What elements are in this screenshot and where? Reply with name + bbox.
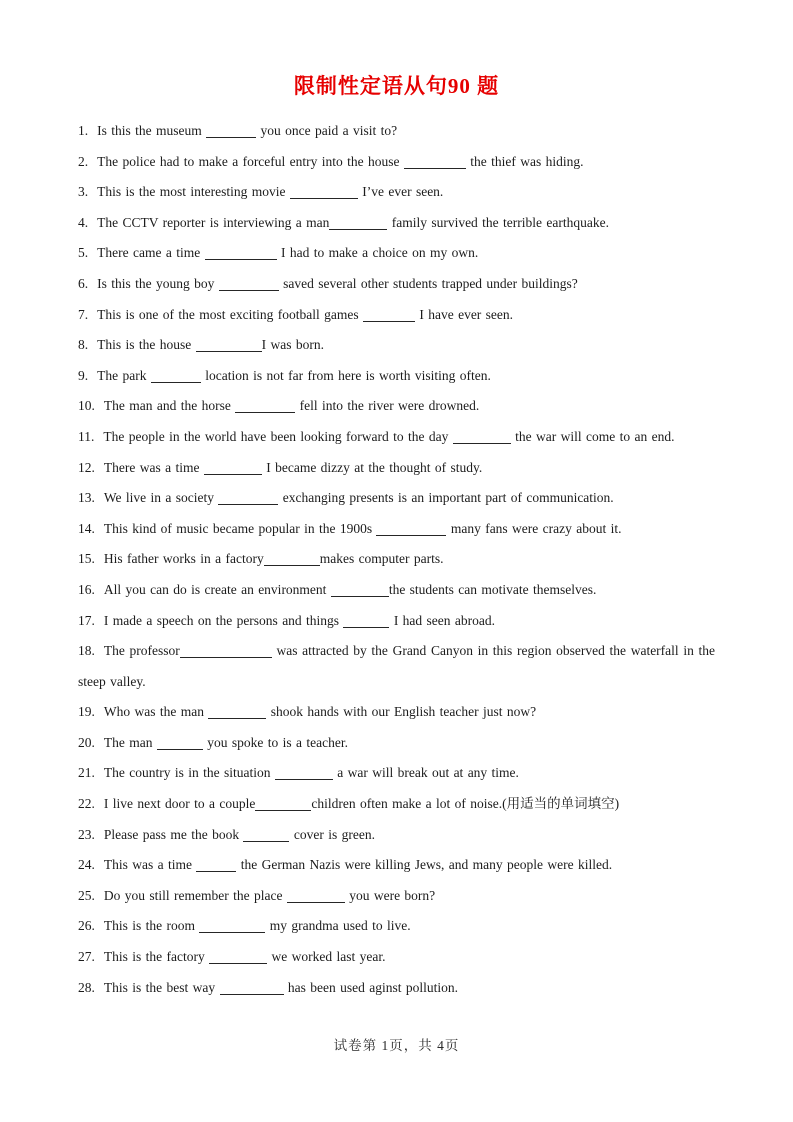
question-item: 28. This is the best way has been used aginst pollution. bbox=[78, 979, 458, 995]
question-item: 22. I live next door to a couple children often make a lot of noise.(用适当的单词填空) bbox=[78, 796, 620, 812]
answer-blank bbox=[404, 168, 466, 169]
question-item: 4. The CCTV reporter is interviewing a man family survived the terrible earthquake. bbox=[78, 214, 609, 230]
question-number: 12. bbox=[78, 459, 95, 475]
question-item: 24. This was a time the German Nazis were killing Jews, and many people were killed. bbox=[78, 857, 613, 873]
answer-blank bbox=[287, 902, 345, 903]
question-item: 7. This is one of the most exciting football games I have ever seen. bbox=[78, 306, 514, 322]
answer-blank bbox=[264, 565, 320, 566]
question-number: 24. bbox=[78, 857, 95, 873]
question-item: 1. Is this the museum you once paid a visit to? bbox=[78, 123, 398, 138]
question-number: 18. bbox=[78, 643, 95, 659]
answer-blank bbox=[220, 994, 284, 995]
question-item: 25. Do you still remember the place you were born? bbox=[78, 887, 436, 903]
question-number: 15. bbox=[78, 551, 95, 567]
question-number: 26. bbox=[78, 918, 95, 934]
question-number: 19. bbox=[78, 704, 95, 720]
question-item: 12. There was a time I became dizzy at the thought of study. bbox=[78, 459, 483, 475]
answer-blank bbox=[196, 871, 236, 872]
question-number: 7. bbox=[78, 306, 89, 322]
question-number: 5. bbox=[78, 245, 89, 261]
question-number: 16. bbox=[78, 581, 95, 597]
answer-blank bbox=[363, 321, 415, 322]
question-number: 28. bbox=[78, 979, 95, 995]
page-footer: 试卷第 1页，共 4页 bbox=[333, 1038, 460, 1053]
question-item: 11. The people in the world have been looking forward to the day the war will come to an end. bbox=[78, 428, 675, 444]
question-number: 1. bbox=[78, 123, 89, 138]
question-item: 20. The man you spoke to is a teacher. bbox=[78, 734, 348, 750]
answer-blank bbox=[218, 504, 278, 505]
answer-blank bbox=[219, 290, 279, 291]
question-item: 8. This is the house I was born. bbox=[78, 337, 324, 353]
answer-blank bbox=[204, 474, 262, 475]
question-number: 21. bbox=[78, 765, 95, 781]
question-number: 27. bbox=[78, 949, 95, 965]
answer-blank bbox=[453, 443, 511, 444]
question-number: 14. bbox=[78, 520, 95, 536]
answer-blank bbox=[157, 749, 203, 750]
answer-blank bbox=[180, 657, 272, 658]
question-list bbox=[78, 116, 715, 1003]
question-item: 18. The professor was attracted by the Grand Canyon in this region observed the waterfall in the steep valley. bbox=[78, 643, 715, 689]
question-number: 23. bbox=[78, 826, 95, 842]
answer-blank bbox=[151, 382, 201, 383]
question-item: 15. His father works in a factory makes computer parts. bbox=[78, 551, 444, 567]
answer-blank bbox=[208, 718, 266, 719]
answer-blank bbox=[275, 779, 333, 780]
answer-blank bbox=[329, 229, 387, 230]
question-number: 17. bbox=[78, 612, 95, 628]
answer-blank bbox=[331, 596, 389, 597]
answer-blank bbox=[206, 137, 256, 138]
question-item: 3. This is the most interesting movie I’ve ever seen. bbox=[78, 184, 444, 200]
answer-blank bbox=[199, 932, 265, 933]
question-number: 10. bbox=[78, 398, 95, 414]
question-item: 16. All you can do is create an environment the students can motivate themselves. bbox=[78, 581, 597, 597]
answer-blank bbox=[205, 259, 277, 260]
question-item: 21. The country is in the situation a war will break out at any time. bbox=[78, 765, 519, 781]
question-item: 26. This is the room my grandma used to live. bbox=[78, 918, 411, 934]
answer-blank bbox=[196, 351, 262, 352]
question-number: 9. bbox=[78, 367, 89, 383]
answer-blank bbox=[376, 535, 446, 536]
question-number: 20. bbox=[78, 734, 95, 750]
question-item: 10. The man and the horse fell into the river were drowned. bbox=[78, 398, 480, 414]
answer-blank bbox=[255, 810, 311, 811]
question-item: 13. We live in a society exchanging presents is an important part of communication. bbox=[78, 490, 614, 506]
answer-blank bbox=[235, 412, 295, 413]
answer-blank bbox=[343, 627, 389, 628]
question-number: 6. bbox=[78, 275, 89, 291]
question-number: 2. bbox=[78, 153, 89, 169]
answer-blank bbox=[243, 841, 289, 842]
page-title: 限制性定语从句90 题 bbox=[293, 74, 500, 98]
question-number: 11. bbox=[78, 428, 95, 444]
answer-blank bbox=[290, 198, 358, 199]
question-number: 4. bbox=[78, 214, 89, 230]
question-item: 5. There came a time I had to make a choice on my own. bbox=[78, 245, 479, 261]
question-number: 13. bbox=[78, 490, 95, 506]
question-number: 22. bbox=[78, 796, 95, 812]
question-item: 6. Is this the young boy saved several other students trapped under buildings? bbox=[78, 275, 578, 291]
question-number: 3. bbox=[78, 184, 89, 200]
question-item: 9. The park location is not far from here is worth visiting often. bbox=[78, 367, 491, 383]
question-item: 19. Who was the man shook hands with our English teacher just now? bbox=[78, 704, 537, 720]
question-item: 14. This kind of music became popular in the 1900s many fans were crazy about it. bbox=[78, 520, 622, 536]
question-item: 23. Please pass me the book cover is green. bbox=[78, 826, 375, 842]
question-item: 27. This is the factory we worked last year. bbox=[78, 949, 386, 965]
question-number: 25. bbox=[78, 887, 95, 903]
question-number: 8. bbox=[78, 337, 89, 353]
question-item: 2. The police had to make a forceful entry into the house the thief was hiding. bbox=[78, 153, 584, 169]
question-item: 17. I made a speech on the persons and things I had seen abroad. bbox=[78, 612, 496, 628]
answer-blank bbox=[209, 963, 267, 964]
